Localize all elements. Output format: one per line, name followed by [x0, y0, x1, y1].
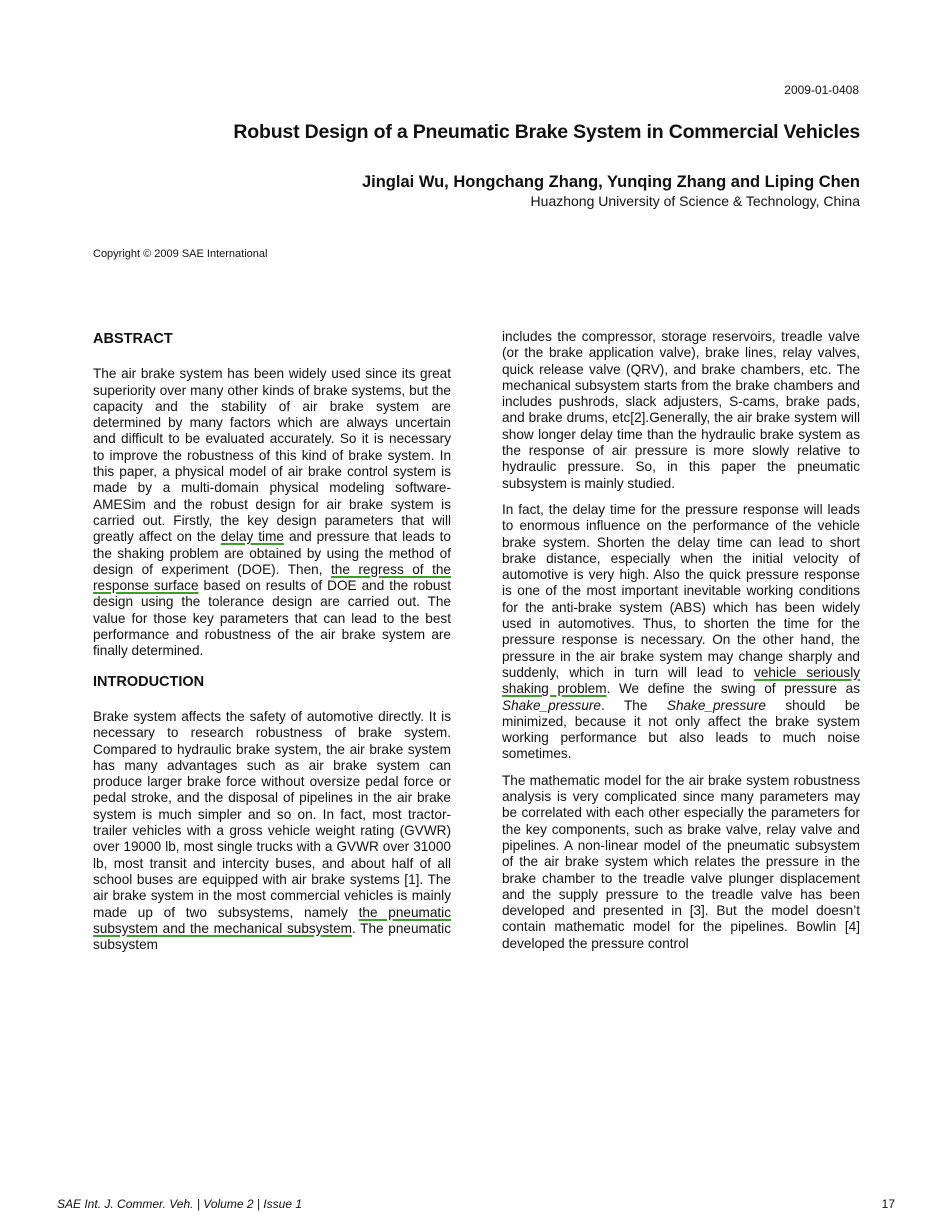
para2-highlight-shaking: vehicle seriously shaking problem [502, 664, 861, 697]
intro-text-2: . The pneumatic subsystem [93, 920, 451, 953]
abstract-heading: ABSTRACT [93, 331, 173, 347]
introduction-heading: INTRODUCTION [93, 673, 205, 690]
right-paragraph-1: includes the compressor, storage reservoirs, treadle valve (or the brake application valve), brake lines, relay valves, quick release valve (QRV), and brake chambers, etc. The mechanical subsystem starts from the brake chambers and includes pushrods, slack adjusters, S-cams, brake pads, and brake drums, etc[2].Generally, the air brake system will show longer delay time than the hydraulic brake system as the response of air pressure is more slowly relative to hydraulic pressure. So, in this paper the pneumatic subsystem is mainly studied. [502, 329, 860, 491]
intro-highlight-subsystems: the pneumatic subsystem and the mechanical subsystem [93, 904, 451, 936]
abstract-text-2: and pressure that leads to the shaking problem are obtained by using the method of design of experiment (DOE). Then, [93, 529, 451, 577]
para2-text-3: . The [601, 697, 667, 713]
intro-text-1: Brake system affects the safety of automotive directly. It is necessary to research robustness of brake system. Compared to hydraulic brake system, the air brake system has many advantages such as air brake system can produce larger brake force without oversize pedal force or pedal stroke, and the disposal of pipelines in the air brake system is much simpler and so on. In fact, most tractor-trailer vehicles with a gross vehicle weight rating (GVWR) over 19000 lb, most single trucks with a GVWR over 31000 lb, most transit and intercity buses, and about half of all school buses are equipped with air brake systems [1]. The air brake system in the most commercial vehicles is mainly made up of two subsystems, namely [93, 708, 451, 920]
paper-title: Robust Design of a Pneumatic Brake System in Commercial Vehicles [233, 121, 860, 143]
para2-text-4: should be minimized, because it not only affect the brake system working performance but also leads to much noise sometimes. [502, 697, 860, 762]
abstract-highlight-delay-time: delay time [220, 529, 284, 545]
para2-text-2: . We define the swing of pressure as [606, 681, 860, 697]
para2-term-shake-pressure-1: Shake_pressure [502, 697, 601, 713]
abstract-highlight-response-surface: the regress of the response surface [93, 561, 451, 594]
footer-journal: SAE Int. J. Commer. Veh. | Volume 2 | Issue 1 [57, 1197, 302, 1211]
paper-authors: Jinglai Wu, Hongchang Zhang, Yunqing Zhang and Liping Chen [361, 173, 860, 191]
right-paragraph-3: The mathematic model for the air brake system robustness analysis is very complicated since many parameters may be correlated with each other especially the parameters for the key components, such as brake valve, relay valve and pipelines. A non-linear model of the pneumatic subsystem of the air brake system which relates the pressure in the brake chamber to the treadle valve plunger displacement and the supply pressure to the treadle valve has been developed and presented in [3]. But the model doesn’t contain mathematic model for the pipelines. Bowlin [4] developed the pressure control [502, 772, 860, 951]
abstract-text-3: based on results of DOE and the robust design using the tolerance design are carried out. The value for those key parameters that can lead to the best performance and robustness of the air brake system are finally determined. [93, 578, 451, 659]
copyright-notice: Copyright © 2009 SAE International [93, 248, 268, 260]
abstract-paragraph [93, 366, 451, 659]
right-column [502, 329, 860, 962]
page-number: 17 [881, 1197, 895, 1211]
para2-term-shake-pressure-2: Shake_pressure [666, 697, 766, 713]
author-affiliation: Huazhong University of Science & Technology, China [530, 193, 860, 209]
abstract-text-1: The air brake system has been widely used since its great superiority over many other kinds of brake systems, but the capacity and the stability of air brake system are determined by many factors which are always uncertain and difficult to be evaluated accurately. So it is necessary to improve the robustness of this kind of brake system. In this paper, a physical model of air brake control system is made by a multi-domain physical modeling software-AMESim and the robust design for air brake system is carried out. Firstly, the key design parameters that will greatly affect on the [93, 366, 451, 545]
left-column [93, 328, 451, 963]
paper-id: 2009-01-0408 [784, 83, 859, 97]
introduction-paragraph [93, 709, 451, 953]
right-paragraph-2 [502, 502, 860, 763]
para2-text-1: In fact, the delay time for the pressure response will leads to enormous influence on the performance of the vehicle brake system. Shorten the delay time can lead to short brake distance, especially when the initial velocity of automotive is very high. Also the quick pressure response is one of the most important inevitable working conditions for the anti-brake system (ABS) which has been widely used in automotives. Thus, to shorten the time for the pressure response is necessary. On the other hand, the pressure in the air brake system may change sharply and suddenly, which in turn will lead to [502, 501, 860, 680]
